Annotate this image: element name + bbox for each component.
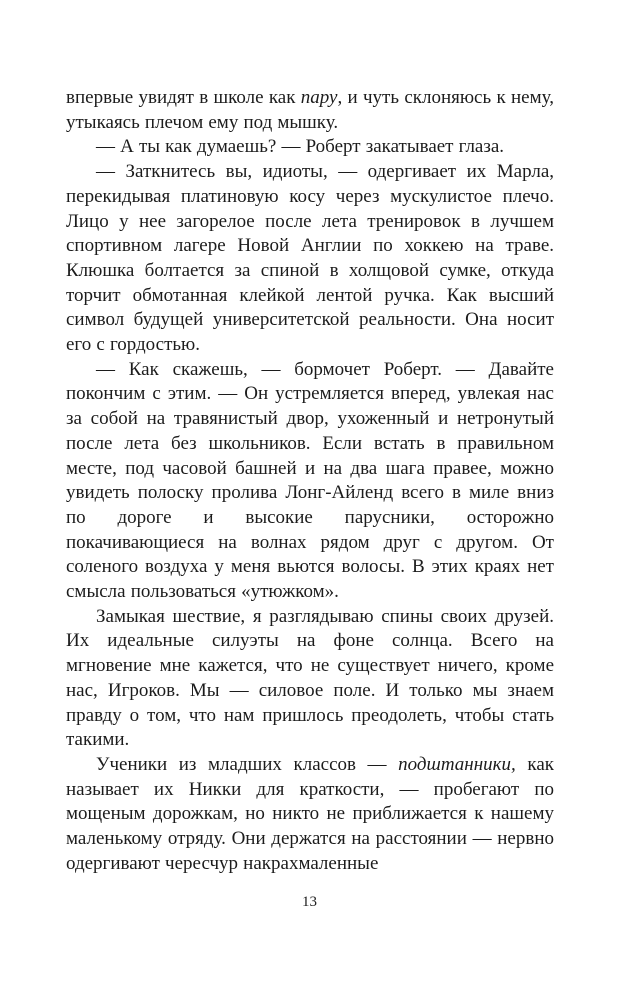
text-run: — Как скажешь, — бормочет Роберт. — Давайте покончим с этим. — Он устремляется вперед, увлекая нас за собой на травянистый двор, ухоженный и нетронутый после лета без школьников. Если встать в правильном месте, под часовой башней и на два шага правее, можно увидеть полоску пролива Лонг-Айленд всего в миле вниз по дороге и высокие парусники, осторожно покачивающиеся на волнах рядом друг с другом. От соленого воздуха у меня вьются волосы. В этих краях нет смысла пользоваться «утюжком». xyxy=(66,358,554,603)
paragraph xyxy=(66,605,554,753)
text-run: Замыкая шествие, я разглядываю спины своих друзей. Их идеальные силуэты на фоне солнца. Всего на мгновение мне кажется, что не существует ничего, кроме нас, Игроков. Мы — силовое поле. И только мы знаем правду о том, что нам пришлось преодолеть, чтобы стать такими. xyxy=(66,605,554,751)
text-run: — А ты как думаешь? — Роберт закатывает глаза. xyxy=(96,136,505,158)
page-number: 13 xyxy=(302,894,317,910)
text-run: впервые увидят в школе как xyxy=(66,87,301,108)
paragraph xyxy=(66,86,554,135)
paragraph xyxy=(66,753,554,877)
paragraph xyxy=(66,358,554,605)
text-run: как называет их Никки для краткости, — пробегают по мощеным дорожкам, но никто не приближается к нашему маленькому отряду. Они держатся на расстоянии — нервно одергивают чересчур накрахмаленные xyxy=(66,753,554,874)
italic-text-run: пару xyxy=(300,87,338,108)
paragraph xyxy=(66,160,554,358)
italic-text-run: подштанники, xyxy=(398,753,516,775)
text-run: — Заткнитесь вы, идиоты, — одергивает их Марла, перекидывая платиновую косу через мускулистое плечо. Лицо у нее загорелое после лета тренировок в лучшем спортивном лагере Новой Англии по хоккею на траве. Клюшка болтается за спиной в холщовой сумке, откуда торчит обмотанная клейкой лентой ручка. Как высший символ будущей университетской реальности. Она носит его с гордостью. xyxy=(66,161,554,356)
text-run: Ученики из младших классов — xyxy=(96,753,399,775)
page-text xyxy=(66,86,554,877)
paragraph xyxy=(66,135,554,160)
text-run: , и чуть склоняюсь к нему, утыкаясь плечом ему под мышку. xyxy=(66,87,554,133)
